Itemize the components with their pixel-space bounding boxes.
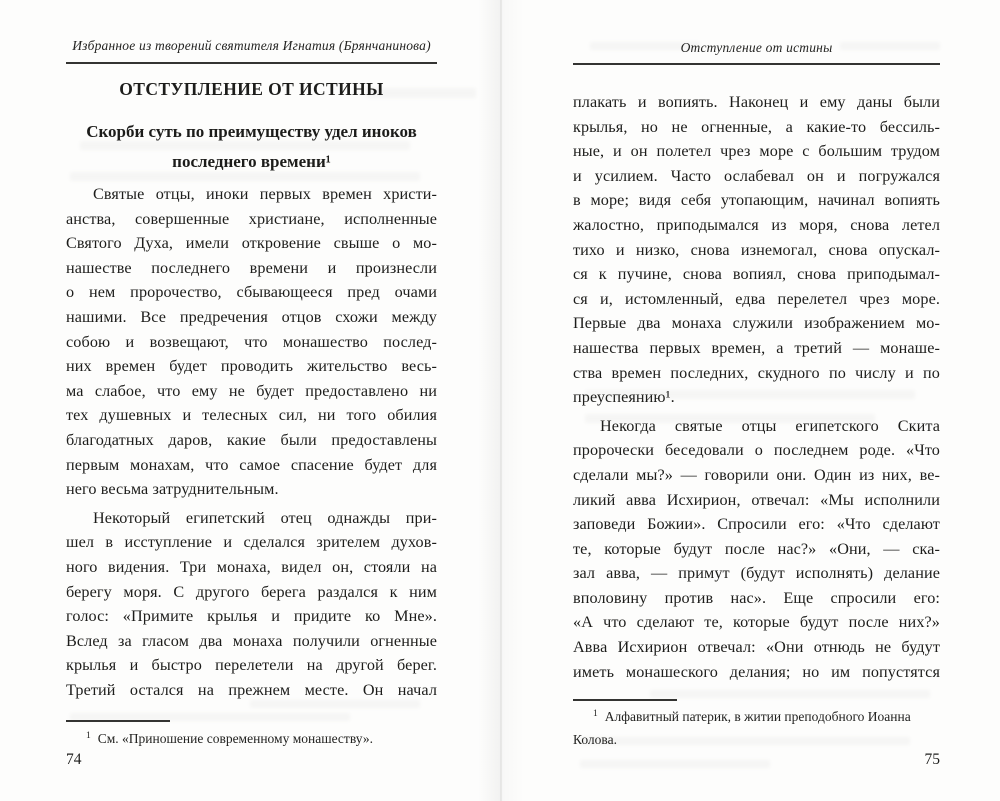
text-line: о нем пророчество, сбывающееся пред очами [66,283,437,302]
subtitle-line: Скорби суть по преимуществу удел иноков [86,122,417,141]
footnote-right [573,705,940,751]
text-line: Святые отцы, иноки первых времен христи- [93,185,437,203]
footnote-rule-left [66,720,170,722]
paragraph [66,182,437,502]
section-subtitle [66,117,437,177]
header-rule-left [66,62,437,64]
chapter-title: ОТСТУПЛЕНИЕ ОТ ИСТИНЫ [119,79,384,99]
page-number-right: 75 [924,751,940,768]
text-line: пророчески беседовали о последнем роде. «Что [573,441,940,460]
text-line: иметь монашеского делания; но им попустятся [573,662,940,681]
page-number-left: 74 [66,751,82,768]
text-line: тех душевных и телесных сил, ни того обилия [66,406,437,425]
text-line: ства времен последних, скудного по числу и по [573,363,940,382]
footnote-text: См. «Приношение современному монашеству». [97,731,373,746]
text-line: зал авва, — примут (будут исполнять) делание [573,564,940,583]
text-line: анства, совершенные христиане, исполненные [66,209,437,228]
text-line: Некогда святые отцы египетского Скита [600,416,940,435]
footnote-marker: 1 [86,730,91,741]
body-text-left [66,182,437,702]
text-line: Первые два монаха служили изображением мо- [573,314,940,333]
text-line: вполовину против нас». Еще спросили его: [573,588,940,607]
text-line: тихо и низко, снова изнемогал, снова опускал- [573,240,940,259]
text-line: и усилием. Часто ослабевал он и погружался [573,166,940,185]
text-line: нашими. Все предречения отцов схожи между [66,307,437,326]
text-line: собою и возвещают, что монашество послед- [66,332,437,351]
body-text-right [573,90,940,684]
text-line: ся к пучине, снова вопиял, снова приподымал- [573,265,940,284]
footnote-line [66,727,437,750]
text-line: в море; видя себя утопающим, начинал вопиять [573,191,940,210]
text-line: ма слабое, что ему не будет предоставлено ни [66,381,437,400]
text-line: ного видения. Три монаха, видел он, стояли на [66,557,437,576]
subtitle-line: последнего времени¹ [172,152,331,171]
text-line: Третий остался на прежнем месте. Он начал [66,680,437,699]
text-line: жалостно, приподымался из моря, снова летел [573,215,940,234]
text-line: крылья и быстро перелетели на другой берег. [66,656,437,675]
text-line: Святого Духа, имели откровение свыше о мо- [66,234,437,253]
text-line: нашестве последнего времени и произнесли [66,258,437,277]
footnote-line: Колова. [573,732,617,747]
footnote-marker: 1 [593,708,598,719]
footnote-line [573,705,940,728]
paragraph [573,414,940,685]
page-right [573,0,940,801]
text-line: ся и, истомленный, едва перелетел чрез море. [573,289,940,308]
text-line: ные, и он полетел чрез море с большим трудом [573,142,940,161]
text-line: ликий авва Исхирион, отвечал: «Мы исполнили [573,490,940,509]
text-line: голос: «Примите крылья и придите ко Мне». [66,607,437,626]
text-line: Некоторый египетский отец однажды при- [93,508,437,527]
running-header-left: Избранное из творений святителя Игнатия (Брянчанинова) [72,38,431,53]
text-line: нашества первых времен, а третий — монаше- [573,338,940,357]
paragraph [66,506,437,703]
text-line: крылья, но не огненные, а какие-то бессиль- [573,117,940,136]
running-header-right: Отступление от истины [680,40,833,55]
footnote-left [66,727,437,750]
text-line: заповеди Божии». Спросили его: «Что сделают [573,515,940,534]
text-line: первым монахам, что самое спасение будет для [66,455,437,474]
page-left [66,0,437,801]
text-line: Авва Исхирион отвечал: «Они отнюдь не будут [573,638,940,657]
text-line: него весьма затруднительным. [66,480,279,499]
footnote-text: Алфавитный патерик, в житии преподобного Иоанна [604,709,911,724]
text-line: «А что сделают те, которые будут после них?» [573,613,940,632]
paragraph [573,90,940,410]
text-line: шел в исступление и сделался зрителем духов- [66,533,437,552]
text-line: берегу моря. С другого берега раздался к ним [66,582,437,601]
text-line: Вслед за гласом два монаха получили огненные [66,631,437,650]
text-line: благодатных даров, какие были предоставлены [66,430,437,449]
page-gutter-line [500,0,502,801]
text-line: плакать и вопиять. Наконец и ему даны были [573,93,940,111]
text-line: сделали мы?» — говорили они. Один из них, ве- [573,465,940,484]
text-line: те, которые будут после нас?» «Они, — ска- [573,539,940,558]
header-rule-right [573,63,940,65]
text-line: них времен будет проводить жительство весь- [66,357,437,376]
text-line: преуспеянию¹. [573,388,675,407]
footnote-rule-right [573,699,677,701]
